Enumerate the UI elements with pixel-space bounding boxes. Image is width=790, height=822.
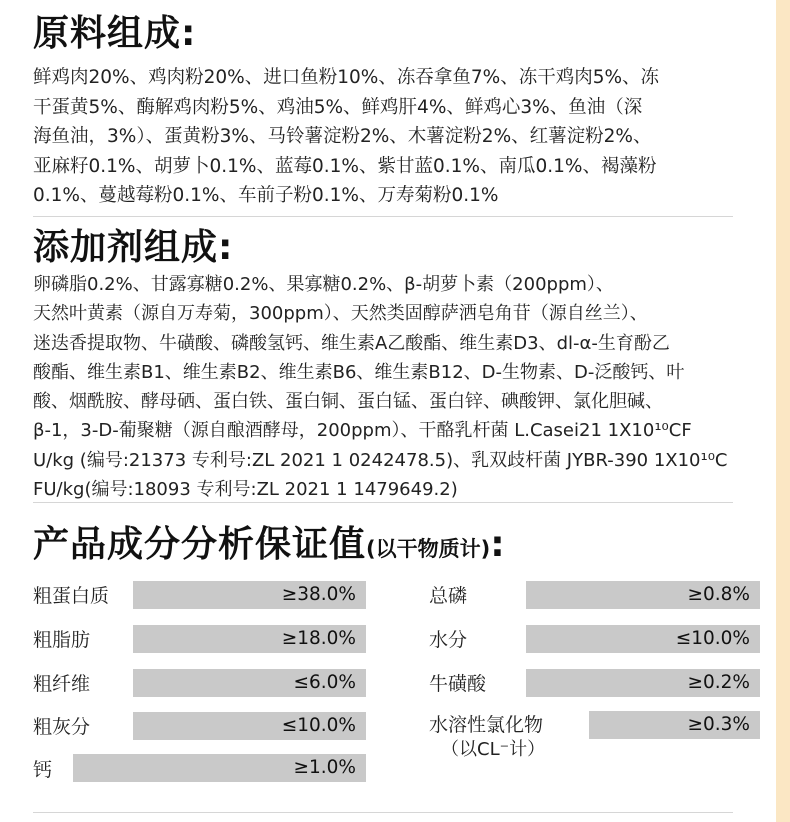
add-line-6: β-1，3-D-葡聚糖（源自酿酒酵母，200ppm）、干酪乳杆菌 L.Casei21 1X10¹⁰CF <box>33 420 692 442</box>
right-label-3: 牛磺酸 <box>429 673 487 695</box>
raw-line-4: 亚麻籽0.1%、胡萝卜0.1%、蓝莓0.1%、紫甘蓝0.1%、南瓜0.1%、褐藻粉 <box>33 155 657 177</box>
analysis-section <box>33 523 506 571</box>
left-label-1: 粗蛋白质 <box>33 585 110 607</box>
additives-text <box>33 270 728 504</box>
add-line-3: 迷迭香提取物、牛磺酸、磷酸氢钙、维生素A乙酸酯、维生素D3、dl-α-生育酚乙 <box>33 332 670 354</box>
left-value-3: ≤6.0% <box>133 669 366 697</box>
additives-section <box>33 226 233 270</box>
raw-line-5: 0.1%、蔓越莓粉0.1%、车前子粉0.1%、万寿菊粉0.1% <box>33 185 499 206</box>
raw-line-2: 干蛋黄5%、酶解鸡肉粉5%、鸡油5%、鲜鸡肝4%、鲜鸡心3%、鱼油（深 <box>33 96 643 118</box>
left-value-2: ≥18.0% <box>133 625 366 653</box>
right-value-3: ≥0.2% <box>526 669 760 697</box>
right-label-1: 总磷 <box>429 585 468 607</box>
right-value-1: ≥0.8% <box>526 581 760 609</box>
right-label-4: 水溶性氯化物 <box>429 714 544 736</box>
analysis-title-colon: : <box>490 524 506 565</box>
raw-materials-text <box>33 63 659 211</box>
right-edge-strip <box>776 0 790 822</box>
analysis-title <box>33 523 506 571</box>
left-label-3: 粗纤维 <box>33 673 91 695</box>
left-label-2: 粗脂肪 <box>33 629 91 651</box>
add-line-4: 酸酯、维生素B1、维生素B2、维生素B6、维生素B12、D-生物素、D-泛酸钙、叶 <box>33 361 685 383</box>
left-label-5: 钙 <box>33 759 53 781</box>
add-line-7: U/kg (编号:21373 专利号:ZL 2021 1 0242478.5)、乳双歧杆菌 JYBR-390 1X10¹⁰C <box>33 449 728 471</box>
left-value-5: ≥1.0% <box>73 754 366 782</box>
additives-title: 添加剂组成: <box>33 227 234 268</box>
add-line-1: 卵磷脂0.2%、甘露寡糖0.2%、果寡糖0.2%、β-胡萝卜素（200ppm）、 <box>33 274 614 295</box>
left-label-4: 粗灰分 <box>33 716 91 738</box>
left-value-1: ≥38.0% <box>133 581 366 609</box>
left-value-4: ≤10.0% <box>133 712 366 740</box>
right-label-2: 水分 <box>429 629 468 651</box>
add-line-2: 天然叶黄素（源自万寿菊，300ppm）、天然类固醇萨洒皂角苷（源自丝兰）、 <box>33 303 648 325</box>
right-sublabel-4: （以CL⁻计） <box>441 739 546 760</box>
divider-2 <box>33 502 733 503</box>
right-value-4: ≥0.3% <box>589 711 760 739</box>
raw-materials-title: 原料组成: <box>33 13 197 54</box>
analysis-title-note: (以干物质计) <box>366 537 491 561</box>
divider-3 <box>33 812 733 813</box>
raw-line-1: 鲜鸡肉20%、鸡肉粉20%、进口鱼粉10%、冻吞拿鱼7%、冻干鸡肉5%、冻 <box>33 67 660 88</box>
add-line-8: FU/kg(编号:18093 专利号:ZL 2021 1 1479649.2) <box>33 479 458 501</box>
right-value-2: ≤10.0% <box>526 625 760 653</box>
analysis-title-main: 产品成分分析保证值 <box>33 524 367 565</box>
add-line-5: 酸、烟酰胺、酵母硒、蛋白铁、蛋白铜、蛋白锰、蛋白锌、碘酸钾、氯化胆碱、 <box>33 391 663 413</box>
raw-materials-section <box>33 12 196 56</box>
raw-line-3: 海鱼油，3%）、蛋黄粉3%、马铃薯淀粉2%、木薯淀粉2%、红薯淀粉2%、 <box>33 126 652 147</box>
divider-1 <box>33 216 733 217</box>
